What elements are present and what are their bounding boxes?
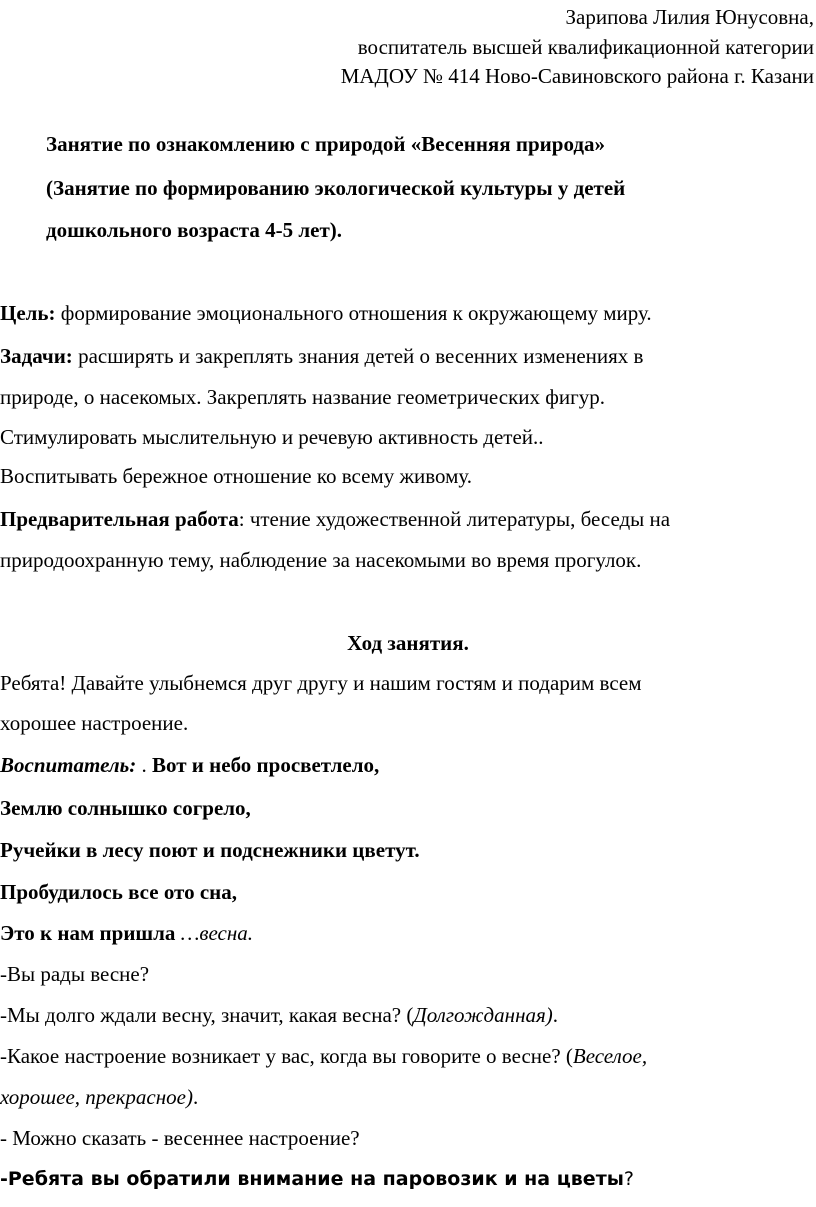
poem-line5-text: Это к нам пришла <box>0 921 176 945</box>
prep-label: Предварительная работа <box>0 507 239 531</box>
tasks-text-line3: Стимулировать мыслительную и речевую активность детей.. <box>0 425 544 449</box>
question-2-text: -Мы долго ждали весну, значит, какая весна? ( <box>0 1003 414 1027</box>
question-5-end: ? <box>623 1168 634 1190</box>
course-heading: Ход занятия. <box>347 631 469 655</box>
poem-line5 <box>0 920 253 946</box>
tasks-label: Задачи: <box>0 344 73 368</box>
question-3-text: -Какое настроение возникает у вас, когда вы говорите о весне? ( <box>0 1044 573 1068</box>
poem-line5-ending: …весна. <box>175 921 254 945</box>
question-3 <box>0 1043 647 1069</box>
question-2-answer: Долгожданная) <box>413 1003 553 1027</box>
question-3-continued <box>0 1084 198 1110</box>
goal-text: формирование эмоционального отношения к окружающему миру. <box>55 301 652 325</box>
prep-text-line2: природоохранную тему, наблюдение за насекомыми во время прогулок. <box>0 548 642 572</box>
question-1: -Вы рады весне? <box>0 962 150 986</box>
author-position: воспитатель высшей квалификационной категории <box>357 35 814 59</box>
prep-paragraph <box>0 506 670 532</box>
lesson-subtitle-line2: дошкольного возраста 4-5 лет). <box>46 218 343 242</box>
lesson-title: Занятие по ознакомлению с природой «Весенняя природа» <box>46 132 605 156</box>
author-name: Зарипова Лилия Юнусовна, <box>565 5 814 29</box>
tasks-text-line1: расширять и закреплять знания детей о весенних изменениях в <box>72 344 644 368</box>
question-4: - Можно сказать - весеннее настроение? <box>0 1126 360 1150</box>
speaker-line <box>0 752 379 778</box>
prep-text-line1: : чтение художественной литературы, беседы на <box>238 507 671 531</box>
speaker-label: Воспитатель: <box>0 753 137 777</box>
poem-line1: Вот и небо просветлело, <box>152 753 380 777</box>
question-3-end: . <box>193 1085 199 1109</box>
author-institution: МАДОУ № 414 Ново-Савиновского района г. Казани <box>340 64 814 88</box>
question-5-text: -Ребята вы обратили внимание на паровозик и на цветы <box>0 1168 624 1190</box>
question-2 <box>0 1002 558 1028</box>
poem-line2: Землю солнышко согрело, <box>0 796 251 820</box>
question-3-answer: Веселое, <box>572 1044 648 1068</box>
question-5 <box>0 1166 634 1192</box>
question-2-end: . <box>552 1003 558 1027</box>
question-3-answer-cont: хорошее, прекрасное) <box>0 1085 193 1109</box>
goal-label: Цель: <box>0 301 56 325</box>
tasks-text-line4: Воспитывать бережное отношение ко всему живому. <box>0 464 473 488</box>
poem-line4: Пробудилось все ото сна, <box>0 880 237 904</box>
tasks-text-line2: природе, о насекомых. Закреплять название геометрических фигур. <box>0 385 605 409</box>
tasks-paragraph <box>0 343 643 369</box>
lesson-subtitle-line1: (Занятие по формированию экологической культуры у детей <box>46 176 626 200</box>
goal-paragraph <box>0 300 652 326</box>
speaker-separator: . <box>136 753 152 777</box>
intro-line2: хорошее настроение. <box>0 711 189 735</box>
poem-line3: Ручейки в лесу поют и подснежники цветут. <box>0 838 420 862</box>
intro-line1: Ребята! Давайте улыбнемся друг другу и нашим гостям и подарим всем <box>0 671 642 695</box>
